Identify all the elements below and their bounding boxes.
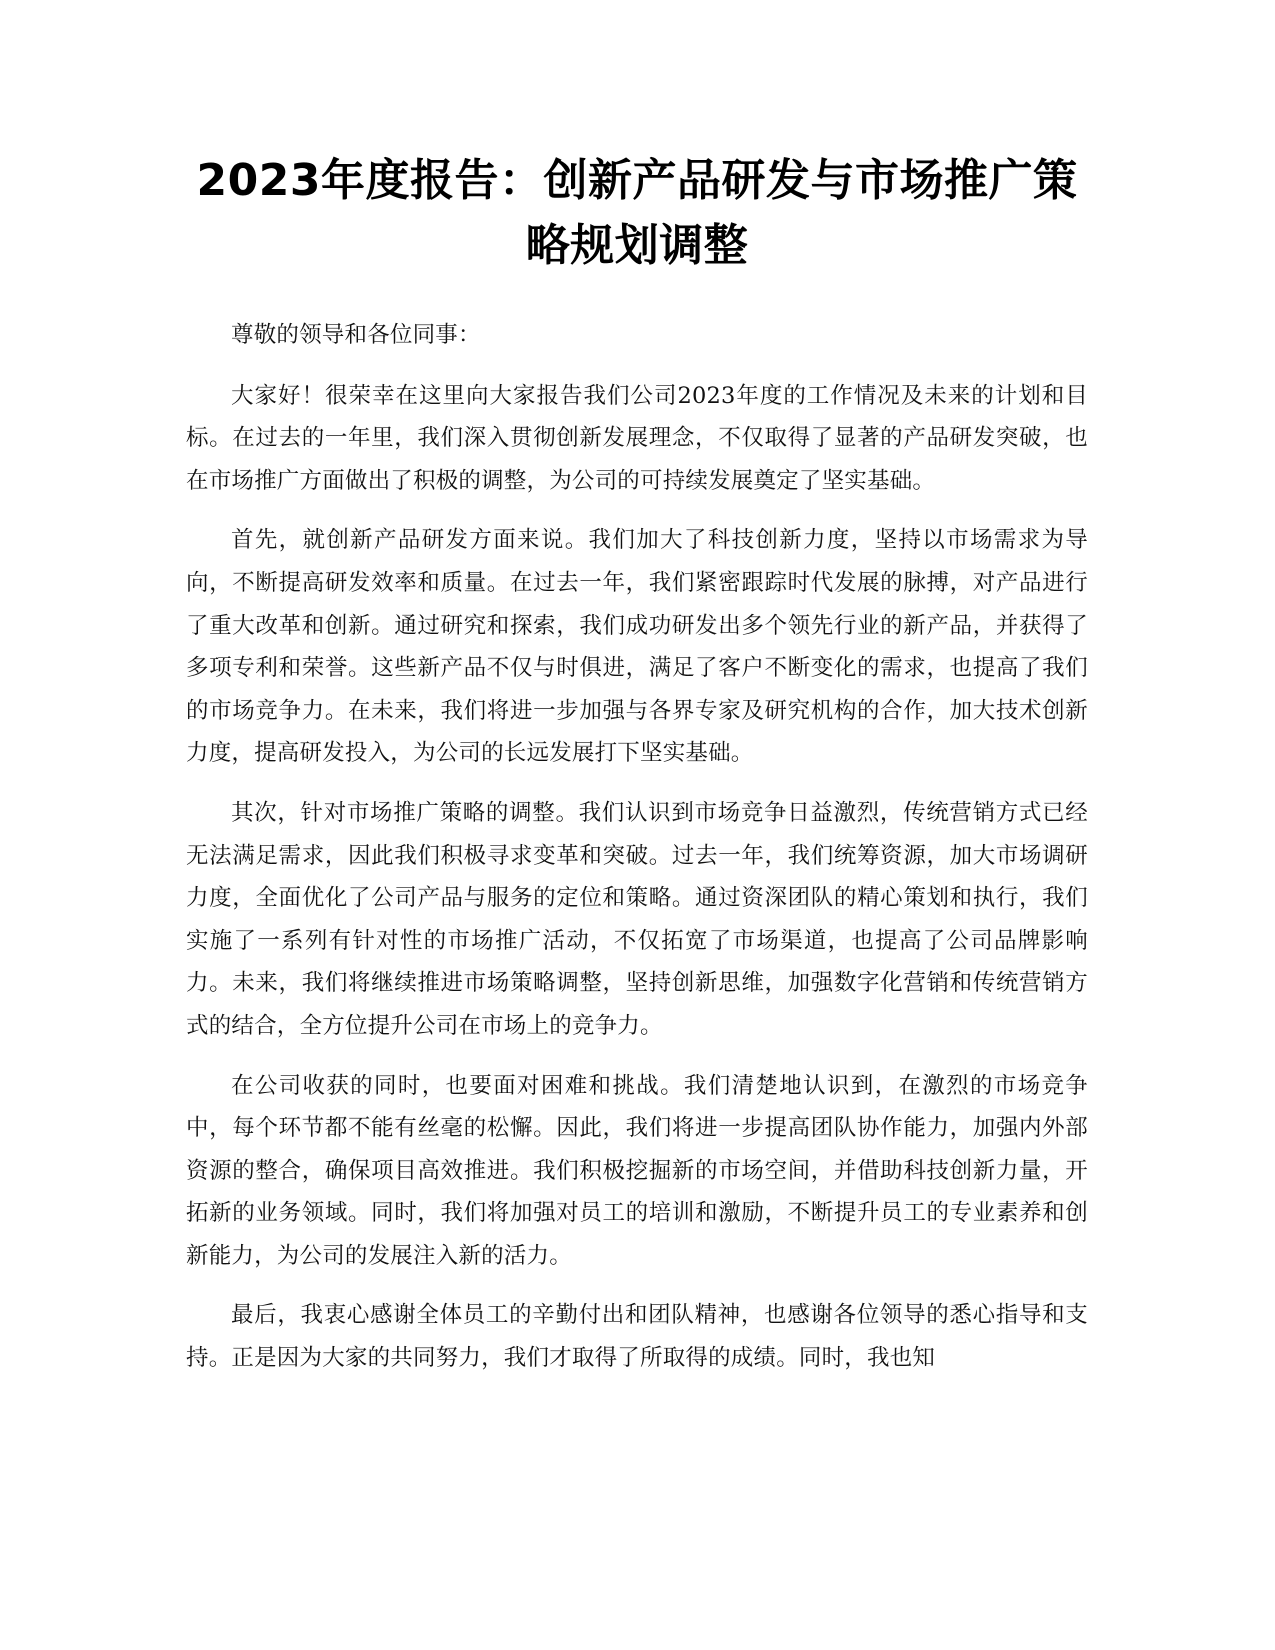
body-paragraph-1: 大家好！很荣幸在这里向大家报告我们公司2023年度的工作情况及未来的计划和目标。在过去的一年里，我们深入贯彻创新发展理念，不仅取得了显著的产品研发突破，也在市场推广方面做出了积极的调整，为公司的可持续发展奠定了坚实基础。 <box>186 382 1088 494</box>
body-paragraph-2: 首先，就创新产品研发方面来说。我们加大了科技创新力度，坚持以市场需求为导向，不断提高研发效率和质量。在过去一年，我们紧密跟踪时代发展的脉搏，对产品进行了重大改革和创新。通过研究和探索，我们成功研发出多个领先行业的新产品，并获得了多项专利和荣誉。这些新产品不仅与时俱进，满足了客户不断变化的需求，也提高了我们的市场竞争力。在未来，我们将进一步加强与各界专家及研究机构的合作，加大技术创新力度，提高研发投入，为公司的长远发展打下坚实基础。 <box>186 527 1088 767</box>
document-page <box>186 148 1088 1397</box>
document-title: 2023年度报告：创新产品研发与市场推广策略规划调整 <box>196 155 1078 271</box>
body-paragraph-4: 在公司收获的同时，也要面对困难和挑战。我们清楚地认识到，在激烈的市场竞争中，每个环节都不能有丝毫的松懈。因此，我们将进一步提高团队协作能力，加强内外部资源的整合，确保项目高效推进。我们积极挖掘新的市场空间，并借助科技创新力量，开拓新的业务领域。同时，我们将加强对员工的培训和激励，不断提升员工的专业素养和创新能力，为公司的发展注入新的活力。 <box>186 1072 1088 1269</box>
document-body <box>186 314 1088 1380</box>
body-paragraph-3: 其次，针对市场推广策略的调整。我们认识到市场竞争日益激烈，传统营销方式已经无法满足需求，因此我们积极寻求变革和突破。过去一年，我们统筹资源，加大市场调研力度，全面优化了公司产品与服务的定位和策略。通过资深团队的精心策划和执行，我们实施了一系列有针对性的市场推广活动，不仅拓宽了市场渠道，也提高了公司品牌影响力。未来，我们将继续推进市场策略调整，坚持创新思维，加强数字化营销和传统营销方式的结合，全方位提升公司在市场上的竞争力。 <box>186 799 1088 1039</box>
body-paragraph-5: 最后，我衷心感谢全体员工的辛勤付出和团队精神，也感谢各位领导的悉心指导和支持。正是因为大家的共同努力，我们才取得了所取得的成绩。同时，我也知 <box>186 1302 1088 1372</box>
salutation-paragraph: 尊敬的领导和各位同事： <box>231 322 481 348</box>
